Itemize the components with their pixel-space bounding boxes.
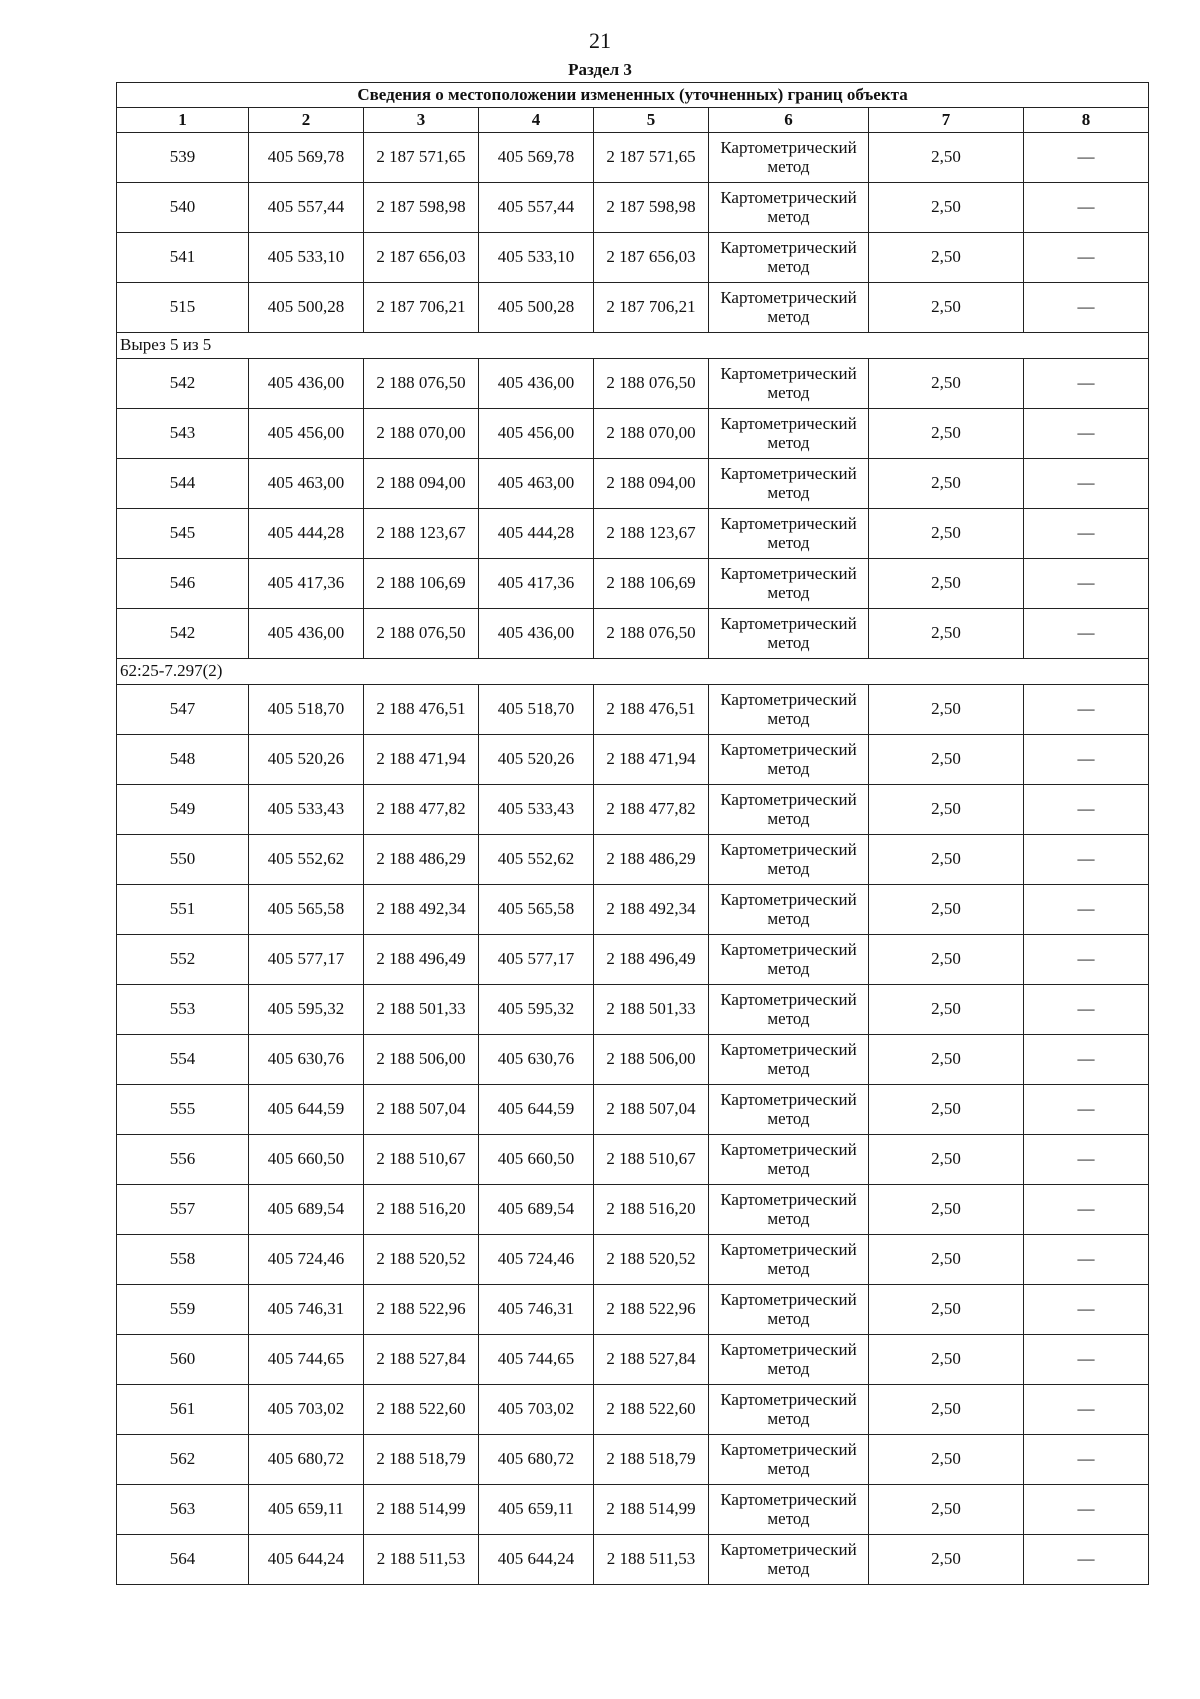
cell-point-number: 515 <box>117 283 249 333</box>
cell-x-existing: 405 644,59 <box>249 1085 364 1135</box>
cell-x-refined: 405 520,26 <box>479 735 594 785</box>
cell-x-refined: 405 577,17 <box>479 935 594 985</box>
table-row <box>117 1485 1149 1535</box>
cell-point-number: 542 <box>117 359 249 409</box>
cell-x-refined: 405 659,11 <box>479 1485 594 1535</box>
cell-x-refined: 405 703,02 <box>479 1385 594 1435</box>
cell-description: — <box>1024 1135 1149 1185</box>
table-row <box>117 985 1149 1035</box>
cell-point-number: 563 <box>117 1485 249 1535</box>
column-header-4: 4 <box>479 108 594 133</box>
cell-y-existing: 2 188 514,99 <box>364 1485 479 1535</box>
cell-method: Картометрический метод <box>709 735 869 785</box>
cell-x-existing: 405 533,10 <box>249 233 364 283</box>
cell-y-existing: 2 188 076,50 <box>364 359 479 409</box>
cell-y-existing: 2 188 123,67 <box>364 509 479 559</box>
cell-x-existing: 405 746,31 <box>249 1285 364 1335</box>
cell-description: — <box>1024 409 1149 459</box>
cell-point-number: 558 <box>117 1235 249 1285</box>
cell-accuracy: 2,50 <box>869 735 1024 785</box>
cell-method: Картометрический метод <box>709 409 869 459</box>
cell-method: Картометрический метод <box>709 1435 869 1485</box>
cell-y-existing: 2 188 496,49 <box>364 935 479 985</box>
group-label: Вырез 5 из 5 <box>117 333 1149 359</box>
table-row <box>117 1385 1149 1435</box>
cell-description: — <box>1024 283 1149 333</box>
cell-x-refined: 405 456,00 <box>479 409 594 459</box>
cell-accuracy: 2,50 <box>869 283 1024 333</box>
cell-description: — <box>1024 1335 1149 1385</box>
cell-x-existing: 405 680,72 <box>249 1435 364 1485</box>
cell-description: — <box>1024 835 1149 885</box>
cell-y-refined: 2 188 520,52 <box>594 1235 709 1285</box>
cell-x-existing: 405 630,76 <box>249 1035 364 1085</box>
cell-description: — <box>1024 609 1149 659</box>
cell-x-existing: 405 436,00 <box>249 359 364 409</box>
cell-x-existing: 405 659,11 <box>249 1485 364 1535</box>
cell-y-existing: 2 188 076,50 <box>364 609 479 659</box>
cell-accuracy: 2,50 <box>869 133 1024 183</box>
cell-x-refined: 405 417,36 <box>479 559 594 609</box>
cell-description: — <box>1024 559 1149 609</box>
cell-method: Картометрический метод <box>709 1235 869 1285</box>
cell-point-number: 547 <box>117 685 249 735</box>
cell-x-existing: 405 644,24 <box>249 1535 364 1585</box>
cell-y-existing: 2 188 476,51 <box>364 685 479 735</box>
cell-x-existing: 405 417,36 <box>249 559 364 609</box>
cell-description: — <box>1024 1285 1149 1335</box>
cell-x-refined: 405 746,31 <box>479 1285 594 1335</box>
cell-method: Картометрический метод <box>709 935 869 985</box>
cell-description: — <box>1024 1535 1149 1585</box>
cell-description: — <box>1024 1185 1149 1235</box>
cell-y-existing: 2 188 471,94 <box>364 735 479 785</box>
page-number: 21 <box>589 28 611 53</box>
cell-y-existing: 2 188 501,33 <box>364 985 479 1035</box>
group-header-row <box>117 659 1149 685</box>
cell-point-number: 562 <box>117 1435 249 1485</box>
cell-accuracy: 2,50 <box>869 785 1024 835</box>
group-label: 62:25-7.297(2) <box>117 659 1149 685</box>
cell-point-number: 542 <box>117 609 249 659</box>
cell-accuracy: 2,50 <box>869 1285 1024 1335</box>
cell-y-refined: 2 188 522,60 <box>594 1385 709 1435</box>
cell-y-refined: 2 188 076,50 <box>594 359 709 409</box>
cell-y-refined: 2 188 094,00 <box>594 459 709 509</box>
cell-x-refined: 405 595,32 <box>479 985 594 1035</box>
cell-accuracy: 2,50 <box>869 835 1024 885</box>
cell-description: — <box>1024 935 1149 985</box>
cell-y-existing: 2 188 506,00 <box>364 1035 479 1085</box>
table-row <box>117 1135 1149 1185</box>
cell-method: Картометрический метод <box>709 559 869 609</box>
cell-method: Картометрический метод <box>709 685 869 735</box>
cell-x-refined: 405 463,00 <box>479 459 594 509</box>
cell-point-number: 546 <box>117 559 249 609</box>
cell-point-number: 545 <box>117 509 249 559</box>
cell-x-existing: 405 744,65 <box>249 1335 364 1385</box>
cell-accuracy: 2,50 <box>869 1235 1024 1285</box>
table-row <box>117 1185 1149 1235</box>
cell-x-refined: 405 518,70 <box>479 685 594 735</box>
cell-y-existing: 2 188 094,00 <box>364 459 479 509</box>
table-row <box>117 735 1149 785</box>
cell-method: Картометрический метод <box>709 985 869 1035</box>
cell-accuracy: 2,50 <box>869 1135 1024 1185</box>
cell-method: Картометрический метод <box>709 133 869 183</box>
cell-method: Картометрический метод <box>709 1135 869 1185</box>
cell-x-refined: 405 565,58 <box>479 885 594 935</box>
cell-method: Картометрический метод <box>709 1535 869 1585</box>
table-row <box>117 1535 1149 1585</box>
cell-x-refined: 405 436,00 <box>479 359 594 409</box>
column-header-7: 7 <box>869 108 1024 133</box>
cell-method: Картометрический метод <box>709 609 869 659</box>
cell-y-refined: 2 188 516,20 <box>594 1185 709 1235</box>
cell-y-refined: 2 188 496,49 <box>594 935 709 985</box>
group-header-row <box>117 333 1149 359</box>
table-row <box>117 1435 1149 1485</box>
cell-y-refined: 2 187 656,03 <box>594 233 709 283</box>
cell-x-refined: 405 552,62 <box>479 835 594 885</box>
table-row <box>117 359 1149 409</box>
table-row <box>117 459 1149 509</box>
cell-y-existing: 2 187 598,98 <box>364 183 479 233</box>
cell-y-refined: 2 188 492,34 <box>594 885 709 935</box>
cell-method: Картометрический метод <box>709 1485 869 1535</box>
cell-point-number: 556 <box>117 1135 249 1185</box>
cell-description: — <box>1024 1385 1149 1435</box>
cell-description: — <box>1024 1435 1149 1485</box>
cell-method: Картометрический метод <box>709 233 869 283</box>
cell-accuracy: 2,50 <box>869 985 1024 1035</box>
cell-accuracy: 2,50 <box>869 233 1024 283</box>
cell-y-existing: 2 188 486,29 <box>364 835 479 885</box>
table-row <box>117 609 1149 659</box>
table-row <box>117 835 1149 885</box>
cell-point-number: 550 <box>117 835 249 885</box>
cell-description: — <box>1024 735 1149 785</box>
cell-description: — <box>1024 985 1149 1035</box>
cell-x-refined: 405 724,46 <box>479 1235 594 1285</box>
cell-point-number: 549 <box>117 785 249 835</box>
cell-x-refined: 405 557,44 <box>479 183 594 233</box>
table-row <box>117 409 1149 459</box>
cell-description: — <box>1024 1485 1149 1535</box>
cell-method: Картометрический метод <box>709 1385 869 1435</box>
cell-y-refined: 2 188 522,96 <box>594 1285 709 1335</box>
cell-y-refined: 2 188 510,67 <box>594 1135 709 1185</box>
cell-point-number: 552 <box>117 935 249 985</box>
cell-y-existing: 2 187 706,21 <box>364 283 479 333</box>
cell-accuracy: 2,50 <box>869 509 1024 559</box>
cell-y-existing: 2 188 477,82 <box>364 785 479 835</box>
table-row <box>117 509 1149 559</box>
cell-point-number: 551 <box>117 885 249 935</box>
table-body <box>117 133 1149 1585</box>
cell-description: — <box>1024 459 1149 509</box>
cell-x-existing: 405 552,62 <box>249 835 364 885</box>
cell-x-existing: 405 565,58 <box>249 885 364 935</box>
cell-method: Картометрический метод <box>709 835 869 885</box>
column-header-6: 6 <box>709 108 869 133</box>
cell-method: Картометрический метод <box>709 1085 869 1135</box>
column-header-5: 5 <box>594 108 709 133</box>
table-caption: Сведения о местоположении измененных (уточненных) границ объекта <box>117 83 1149 108</box>
cell-x-existing: 405 500,28 <box>249 283 364 333</box>
cell-method: Картометрический метод <box>709 785 869 835</box>
cell-y-refined: 2 188 476,51 <box>594 685 709 735</box>
cell-point-number: 561 <box>117 1385 249 1435</box>
column-header-row <box>117 108 1149 133</box>
cell-y-existing: 2 188 522,96 <box>364 1285 479 1335</box>
cell-y-refined: 2 188 076,50 <box>594 609 709 659</box>
cell-y-existing: 2 188 516,20 <box>364 1185 479 1235</box>
column-header-2: 2 <box>249 108 364 133</box>
table-row <box>117 559 1149 609</box>
table-row <box>117 183 1149 233</box>
cell-point-number: 541 <box>117 233 249 283</box>
table-row <box>117 1035 1149 1085</box>
cell-x-refined: 405 533,10 <box>479 233 594 283</box>
cell-description: — <box>1024 1035 1149 1085</box>
cell-description: — <box>1024 685 1149 735</box>
column-header-1: 1 <box>117 108 249 133</box>
cell-x-refined: 405 630,76 <box>479 1035 594 1085</box>
cell-method: Картометрический метод <box>709 283 869 333</box>
cell-y-existing: 2 188 520,52 <box>364 1235 479 1285</box>
cell-accuracy: 2,50 <box>869 935 1024 985</box>
cell-y-refined: 2 187 598,98 <box>594 183 709 233</box>
section-title: Раздел 3 <box>568 60 632 79</box>
cell-point-number: 560 <box>117 1335 249 1385</box>
cell-y-refined: 2 188 511,53 <box>594 1535 709 1585</box>
cell-accuracy: 2,50 <box>869 885 1024 935</box>
cell-y-existing: 2 187 656,03 <box>364 233 479 283</box>
cell-x-existing: 405 569,78 <box>249 133 364 183</box>
cell-accuracy: 2,50 <box>869 1435 1024 1485</box>
cell-point-number: 559 <box>117 1285 249 1335</box>
cell-x-existing: 405 436,00 <box>249 609 364 659</box>
cell-point-number: 540 <box>117 183 249 233</box>
cell-y-existing: 2 188 070,00 <box>364 409 479 459</box>
cell-y-existing: 2 188 511,53 <box>364 1535 479 1585</box>
cell-accuracy: 2,50 <box>869 1335 1024 1385</box>
table-row <box>117 885 1149 935</box>
cell-y-existing: 2 188 106,69 <box>364 559 479 609</box>
cell-description: — <box>1024 885 1149 935</box>
cell-y-existing: 2 188 522,60 <box>364 1385 479 1435</box>
cell-x-existing: 405 444,28 <box>249 509 364 559</box>
cell-point-number: 544 <box>117 459 249 509</box>
cell-point-number: 539 <box>117 133 249 183</box>
cell-x-existing: 405 463,00 <box>249 459 364 509</box>
cell-x-refined: 405 644,24 <box>479 1535 594 1585</box>
cell-x-existing: 405 689,54 <box>249 1185 364 1235</box>
cell-x-existing: 405 577,17 <box>249 935 364 985</box>
cell-description: — <box>1024 509 1149 559</box>
cell-y-refined: 2 187 706,21 <box>594 283 709 333</box>
column-header-8: 8 <box>1024 108 1149 133</box>
cell-method: Картометрический метод <box>709 1335 869 1385</box>
cell-description: — <box>1024 183 1149 233</box>
cell-y-refined: 2 187 571,65 <box>594 133 709 183</box>
cell-accuracy: 2,50 <box>869 459 1024 509</box>
cell-method: Картометрический метод <box>709 1035 869 1085</box>
cell-x-existing: 405 520,26 <box>249 735 364 785</box>
cell-x-refined: 405 436,00 <box>479 609 594 659</box>
cell-accuracy: 2,50 <box>869 685 1024 735</box>
cell-x-existing: 405 660,50 <box>249 1135 364 1185</box>
cell-description: — <box>1024 1085 1149 1135</box>
cell-x-refined: 405 660,50 <box>479 1135 594 1185</box>
cell-method: Картометрический метод <box>709 1185 869 1235</box>
cell-method: Картометрический метод <box>709 183 869 233</box>
cell-y-existing: 2 188 492,34 <box>364 885 479 935</box>
table-row <box>117 283 1149 333</box>
boundary-coordinates-table <box>116 82 1149 1585</box>
cell-y-refined: 2 188 501,33 <box>594 985 709 1035</box>
cell-accuracy: 2,50 <box>869 1185 1024 1235</box>
cell-method: Картометрический метод <box>709 885 869 935</box>
cell-x-refined: 405 689,54 <box>479 1185 594 1235</box>
cell-y-refined: 2 188 070,00 <box>594 409 709 459</box>
cell-accuracy: 2,50 <box>869 1535 1024 1585</box>
cell-y-refined: 2 188 471,94 <box>594 735 709 785</box>
cell-y-refined: 2 188 123,67 <box>594 509 709 559</box>
cell-x-existing: 405 703,02 <box>249 1385 364 1435</box>
table-row <box>117 1285 1149 1335</box>
cell-y-existing: 2 187 571,65 <box>364 133 479 183</box>
cell-method: Картометрический метод <box>709 509 869 559</box>
table-row <box>117 233 1149 283</box>
cell-y-existing: 2 188 510,67 <box>364 1135 479 1185</box>
cell-y-existing: 2 188 518,79 <box>364 1435 479 1485</box>
cell-x-refined: 405 744,65 <box>479 1335 594 1385</box>
table-row <box>117 685 1149 735</box>
cell-x-existing: 405 595,32 <box>249 985 364 1035</box>
cell-accuracy: 2,50 <box>869 559 1024 609</box>
cell-accuracy: 2,50 <box>869 1085 1024 1135</box>
table-row <box>117 1335 1149 1385</box>
cell-x-refined: 405 533,43 <box>479 785 594 835</box>
table-row <box>117 785 1149 835</box>
cell-x-refined: 405 644,59 <box>479 1085 594 1135</box>
cell-method: Картометрический метод <box>709 359 869 409</box>
cell-description: — <box>1024 1235 1149 1285</box>
cell-accuracy: 2,50 <box>869 359 1024 409</box>
cell-y-refined: 2 188 518,79 <box>594 1435 709 1485</box>
cell-method: Картометрический метод <box>709 459 869 509</box>
cell-point-number: 555 <box>117 1085 249 1135</box>
cell-accuracy: 2,50 <box>869 1485 1024 1535</box>
cell-accuracy: 2,50 <box>869 1385 1024 1435</box>
cell-y-refined: 2 188 106,69 <box>594 559 709 609</box>
cell-y-refined: 2 188 477,82 <box>594 785 709 835</box>
cell-description: — <box>1024 133 1149 183</box>
cell-x-refined: 405 680,72 <box>479 1435 594 1485</box>
cell-description: — <box>1024 359 1149 409</box>
cell-x-existing: 405 557,44 <box>249 183 364 233</box>
cell-y-refined: 2 188 506,00 <box>594 1035 709 1085</box>
table-row <box>117 133 1149 183</box>
cell-x-existing: 405 533,43 <box>249 785 364 835</box>
column-header-3: 3 <box>364 108 479 133</box>
cell-point-number: 548 <box>117 735 249 785</box>
cell-point-number: 543 <box>117 409 249 459</box>
cell-accuracy: 2,50 <box>869 183 1024 233</box>
cell-method: Картометрический метод <box>709 1285 869 1335</box>
cell-accuracy: 2,50 <box>869 409 1024 459</box>
cell-y-refined: 2 188 507,04 <box>594 1085 709 1135</box>
cell-x-refined: 405 569,78 <box>479 133 594 183</box>
table-row <box>117 1085 1149 1135</box>
cell-point-number: 554 <box>117 1035 249 1085</box>
table-row <box>117 935 1149 985</box>
cell-accuracy: 2,50 <box>869 1035 1024 1085</box>
table-row <box>117 1235 1149 1285</box>
cell-y-refined: 2 188 514,99 <box>594 1485 709 1535</box>
cell-point-number: 553 <box>117 985 249 1035</box>
cell-x-refined: 405 500,28 <box>479 283 594 333</box>
cell-point-number: 557 <box>117 1185 249 1235</box>
cell-x-existing: 405 456,00 <box>249 409 364 459</box>
cell-description: — <box>1024 233 1149 283</box>
cell-x-existing: 405 724,46 <box>249 1235 364 1285</box>
cell-y-existing: 2 188 507,04 <box>364 1085 479 1135</box>
cell-x-existing: 405 518,70 <box>249 685 364 735</box>
cell-y-refined: 2 188 486,29 <box>594 835 709 885</box>
cell-point-number: 564 <box>117 1535 249 1585</box>
cell-accuracy: 2,50 <box>869 609 1024 659</box>
cell-y-refined: 2 188 527,84 <box>594 1335 709 1385</box>
cell-x-refined: 405 444,28 <box>479 509 594 559</box>
cell-y-existing: 2 188 527,84 <box>364 1335 479 1385</box>
cell-description: — <box>1024 785 1149 835</box>
